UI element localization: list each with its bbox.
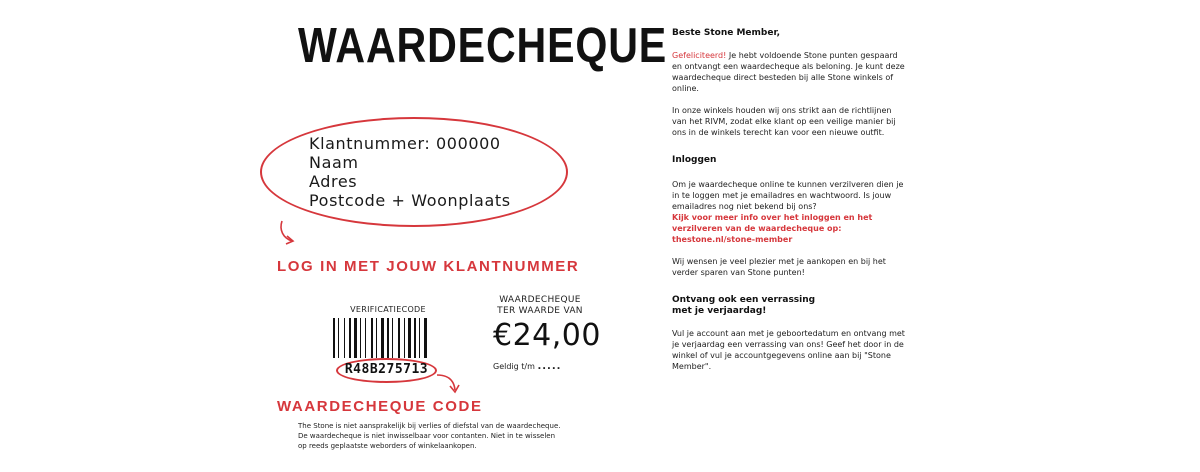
- barcode-bar: [419, 318, 420, 358]
- letter-greeting: Beste Stone Member,: [672, 28, 780, 38]
- customer-address: Adres: [309, 172, 358, 191]
- login-instruction: LOG IN MET JOUW KLANTNUMMER: [277, 258, 580, 275]
- letter-paragraph-login: Om je waardecheque online te kunnen verzilveren dien je in te loggen met je emailadres en wachtwoord. Is jouw emailadres nog niet bekend bij ons?: [672, 180, 904, 211]
- barcode-bar: [414, 318, 416, 358]
- valid-until: [493, 361, 561, 372]
- curved-arrow-icon: [434, 372, 464, 398]
- value-label: [490, 295, 590, 317]
- barcode-bar: [371, 318, 373, 358]
- barcode-bar: [376, 318, 377, 358]
- letter-column: [672, 28, 908, 372]
- customer-number: Klantnummer: 000000: [309, 134, 501, 153]
- heading-birthday-line2: met je verjaardag!: [672, 306, 767, 316]
- curved-arrow-icon: [276, 218, 302, 248]
- barcode-bar: [381, 318, 384, 358]
- customer-name: Naam: [309, 153, 359, 172]
- barcode-bar: [349, 318, 351, 358]
- letter-paragraph-wishes: Wij wensen je veel plezier met je aankopen en bij het verder sparen van Stone punten!: [672, 257, 886, 277]
- disclaimer-line: The Stone is niet aansprakelijk bij verlies of diefstal van de waardecheque.: [298, 422, 561, 430]
- barcode-bar: [333, 318, 335, 358]
- barcode-bar: [404, 318, 405, 358]
- valid-until-dots: .....: [537, 361, 562, 372]
- congrats-highlight: Gefeliciteerd!: [672, 51, 727, 60]
- value-label-line2: TER WAARDE VAN: [497, 306, 583, 316]
- barcode-bar: [344, 318, 345, 358]
- heading-birthday-line1: Ontvang ook een verrassing: [672, 295, 816, 305]
- barcode-bar: [408, 318, 411, 358]
- customer-info: [309, 134, 511, 210]
- login-info-link[interactable]: Kijk voor meer info over het inloggen en het verzilveren van de waardecheque op: thestone.nl/stone-member: [672, 213, 873, 244]
- barcode: [332, 318, 442, 358]
- disclaimer: [298, 421, 560, 451]
- letter-paragraph-birthday: Vul je account aan met je geboortedatum en ontvang met je verjaardag een verrassing van ons! Geef het door in de winkel of vul je accountgegevens online aan bij "Stone Member".: [672, 329, 905, 371]
- barcode-bar: [392, 318, 393, 358]
- cheque-code-label: WAARDECHEQUE CODE: [277, 398, 483, 415]
- page-title: WAARDECHEQUE: [298, 19, 668, 73]
- barcode-bar: [387, 318, 389, 358]
- barcode-bar: [354, 318, 357, 358]
- disclaimer-line: De waardecheque is niet inwisselbaar voor contanten. Niet in te wisselen: [298, 432, 556, 440]
- heading-login: Inloggen: [672, 155, 717, 165]
- barcode-bar: [338, 318, 339, 358]
- barcode-bar: [398, 318, 400, 358]
- barcode-bar: [360, 318, 361, 358]
- barcode-bar: [365, 318, 366, 358]
- congrats-text: Je hebt voldoende Stone punten gespaard en ontvangt een waardecheque als beloning. Je kunt deze waardecheque direct besteden bij alle Stone winkels of online.: [672, 51, 905, 93]
- verification-label: VERIFICATIECODE: [350, 305, 426, 314]
- letter-paragraph-congrats: [672, 50, 908, 94]
- barcode-bar: [424, 318, 427, 358]
- value-label-line1: WAARDECHEQUE: [499, 295, 581, 305]
- valid-until-label: Geldig t/m: [493, 362, 535, 371]
- verification-code: R48B275713: [344, 362, 429, 377]
- letter-paragraph-rivm: In onze winkels houden wij ons strikt aan de richtlijnen van het RIVM, zodat elke klant op een veilige manier bij ons in de winkels terecht kan voor een nieuwe outfit.: [672, 106, 896, 137]
- customer-postcode-city: Postcode + Woonplaats: [309, 191, 511, 210]
- disclaimer-line: op reeds geplaatste weborders of winkelaankopen.: [298, 442, 477, 450]
- cheque-amount: €24,00: [493, 318, 601, 353]
